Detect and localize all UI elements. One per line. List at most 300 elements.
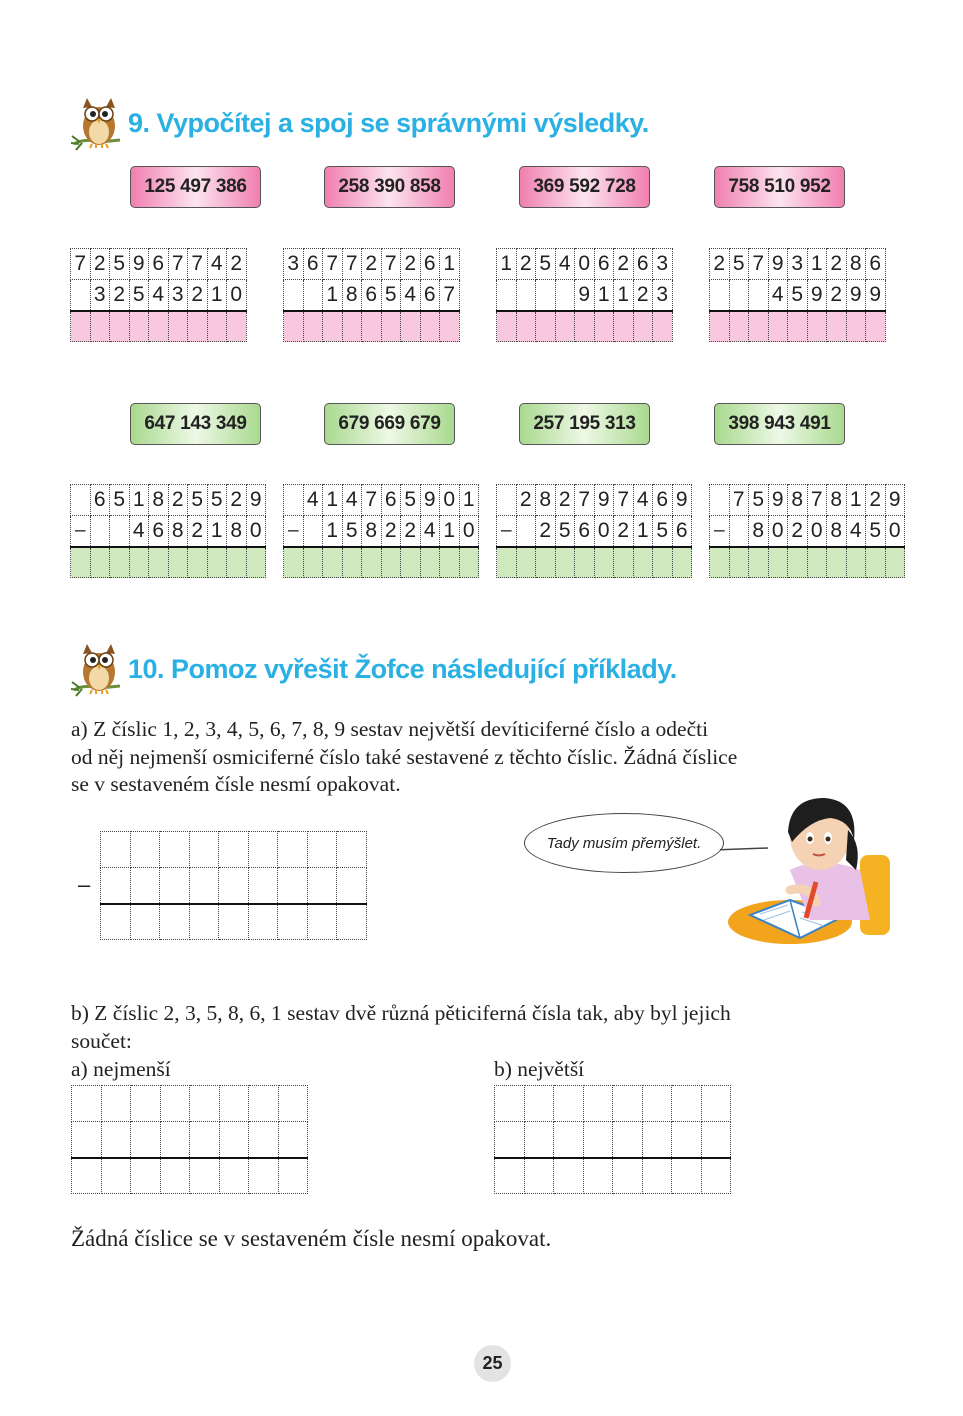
digit-cell: 2 — [188, 516, 208, 547]
digit-cell: 4 — [129, 516, 149, 547]
digit-cell: 1 — [207, 280, 227, 311]
digit-cell[interactable] — [71, 311, 91, 342]
digit-cell[interactable] — [807, 547, 827, 578]
page-number: 25 — [474, 1345, 511, 1382]
digit-cell[interactable] — [219, 832, 249, 868]
digit-cell[interactable] — [278, 868, 308, 904]
digit-cell: 8 — [827, 516, 847, 547]
digit-cell[interactable] — [554, 1086, 584, 1122]
digit-cell[interactable] — [524, 1086, 554, 1122]
digit-cell: 9 — [807, 280, 827, 311]
digit-cell: 7 — [323, 249, 343, 280]
smallest-label: a) nejmenší — [71, 1057, 171, 1081]
digit-cell[interactable] — [249, 1086, 279, 1122]
digit-cell[interactable] — [672, 1086, 702, 1122]
subtraction-problem-2 — [283, 484, 479, 578]
digit-cell[interactable] — [497, 311, 517, 342]
digit-cell[interactable] — [284, 280, 304, 311]
digit-cell: 0 — [575, 249, 595, 280]
digit-cell[interactable] — [729, 547, 749, 578]
digit-cell: 7 — [807, 485, 827, 516]
digit-cell: 4 — [768, 280, 788, 311]
digit-cell: 5 — [866, 516, 886, 547]
digit-cell[interactable] — [248, 868, 278, 904]
digit-cell[interactable] — [101, 1122, 131, 1158]
answer-box[interactable]: 369 592 728 — [519, 166, 650, 208]
digit-cell[interactable] — [554, 1122, 584, 1158]
digit-cell[interactable] — [614, 311, 634, 342]
digit-cell[interactable] — [554, 1158, 584, 1194]
digit-cell[interactable] — [885, 547, 905, 578]
digit-cell[interactable] — [536, 280, 556, 311]
digit-cell[interactable] — [459, 547, 479, 578]
digit-cell[interactable] — [749, 280, 769, 311]
digit-cell: 6 — [149, 249, 169, 280]
digit-cell[interactable] — [866, 547, 886, 578]
digit-cell: 1 — [497, 249, 517, 280]
digit-cell[interactable] — [131, 1158, 161, 1194]
digit-cell[interactable] — [71, 280, 91, 311]
digit-cell[interactable] — [381, 547, 401, 578]
digit-cell[interactable] — [160, 832, 190, 868]
digit-cell[interactable] — [110, 311, 130, 342]
digit-cell: 4 — [420, 516, 440, 547]
digit-cell[interactable] — [337, 904, 367, 940]
digit-cell: 1 — [207, 516, 227, 547]
digit-cell[interactable] — [71, 547, 91, 578]
digit-cell: 8 — [362, 516, 382, 547]
digit-cell[interactable] — [710, 280, 730, 311]
digit-cell[interactable] — [516, 280, 536, 311]
digit-cell: 6 — [866, 249, 886, 280]
digit-cell: 2 — [536, 516, 556, 547]
digit-cell[interactable] — [219, 1122, 249, 1158]
digit-cell: 8 — [749, 516, 769, 547]
digit-cell: 5 — [749, 485, 769, 516]
digit-cell[interactable] — [110, 516, 130, 547]
digit-cell[interactable] — [190, 1086, 220, 1122]
digit-cell[interactable] — [307, 832, 337, 868]
digit-cell: 2 — [516, 249, 536, 280]
digit-cell[interactable] — [160, 1086, 190, 1122]
digit-cell: 7 — [440, 280, 460, 311]
digit-cell: 5 — [788, 280, 808, 311]
digit-cell: 2 — [614, 516, 634, 547]
answer-box[interactable]: 647 143 349 — [130, 403, 261, 445]
digit-cell[interactable] — [219, 904, 249, 940]
subtraction-problem-3 — [496, 484, 692, 578]
digit-cell[interactable] — [555, 280, 575, 311]
digit-cell[interactable] — [613, 1122, 643, 1158]
digit-cell[interactable] — [284, 311, 304, 342]
digit-cell[interactable] — [749, 311, 769, 342]
result-row[interactable] — [71, 547, 266, 578]
digit-cell[interactable] — [516, 547, 536, 578]
digit-cell: 1 — [459, 485, 479, 516]
answer-box[interactable]: 398 943 491 — [714, 403, 845, 445]
digit-cell[interactable] — [307, 904, 337, 940]
digit-cell[interactable] — [613, 1158, 643, 1194]
digit-cell: 4 — [149, 280, 169, 311]
digit-cell: 8 — [846, 249, 866, 280]
digit-cell[interactable] — [701, 1122, 731, 1158]
smallest-sum-grid[interactable] — [71, 1085, 308, 1194]
digit-cell[interactable] — [342, 547, 362, 578]
digit-cell: 4 — [633, 485, 653, 516]
digit-cell[interactable] — [729, 311, 749, 342]
digit-cell[interactable] — [583, 1086, 613, 1122]
digit-cell[interactable] — [342, 311, 362, 342]
digit-cell: 2 — [710, 249, 730, 280]
digit-cell: 2 — [866, 485, 886, 516]
digit-cell[interactable] — [168, 547, 188, 578]
digit-cell[interactable] — [653, 311, 673, 342]
digit-cell[interactable] — [440, 311, 460, 342]
digit-cell[interactable] — [190, 1122, 220, 1158]
exercise9-title: 9. Vypočítej a spoj se správnými výsledky. — [128, 107, 649, 138]
digit-cell[interactable] — [768, 311, 788, 342]
digit-cell[interactable] — [516, 311, 536, 342]
digit-cell[interactable] — [729, 516, 749, 547]
digit-cell[interactable] — [149, 311, 169, 342]
digit-cell: 6 — [653, 485, 673, 516]
digit-cell[interactable] — [440, 547, 460, 578]
digit-cell: 3 — [653, 249, 673, 280]
digit-cell[interactable] — [807, 311, 827, 342]
digit-cell: 7 — [614, 485, 634, 516]
digit-cell: 5 — [342, 516, 362, 547]
digit-cell[interactable] — [633, 311, 653, 342]
digit-cell[interactable] — [614, 547, 634, 578]
digit-cell: 0 — [807, 516, 827, 547]
digit-cell: 7 — [749, 249, 769, 280]
digit-cell[interactable] — [249, 1158, 279, 1194]
digit-cell: 1 — [594, 280, 614, 311]
digit-cell[interactable] — [846, 311, 866, 342]
digit-cell[interactable] — [90, 311, 110, 342]
result-row[interactable] — [284, 311, 460, 342]
digit-cell[interactable] — [284, 547, 304, 578]
digit-cell[interactable] — [160, 904, 190, 940]
digit-cell: 2 — [110, 280, 130, 311]
task-a-work-grid[interactable] — [100, 831, 367, 940]
digit-cell: 5 — [729, 249, 749, 280]
digit-cell: 1 — [323, 485, 343, 516]
digit-cell: 7 — [575, 485, 595, 516]
digit-cell: 9 — [768, 249, 788, 280]
digit-cell[interactable] — [130, 832, 160, 868]
answer-box[interactable]: 758 510 952 — [714, 166, 845, 208]
result-row[interactable] — [710, 547, 905, 578]
digit-cell[interactable] — [788, 311, 808, 342]
digit-cell[interactable] — [188, 547, 208, 578]
digit-cell: 4 — [207, 249, 227, 280]
digit-cell[interactable] — [749, 547, 769, 578]
digit-cell[interactable] — [101, 832, 131, 868]
digit-cell[interactable] — [248, 904, 278, 940]
minus-sign: – — [78, 872, 91, 897]
digit-cell[interactable] — [130, 868, 160, 904]
digit-cell[interactable] — [555, 311, 575, 342]
digit-cell: 6 — [672, 516, 692, 547]
note-text: Žádná číslice se v sestaveném čísle nesmí opakovat. — [71, 1226, 552, 1251]
digit-cell: 5 — [381, 280, 401, 311]
digit-cell[interactable] — [701, 1158, 731, 1194]
digit-cell[interactable] — [497, 485, 517, 516]
digit-cell[interactable] — [642, 1158, 672, 1194]
digit-cell[interactable] — [72, 1086, 102, 1122]
result-row[interactable] — [497, 547, 692, 578]
digit-cell: 3 — [284, 249, 304, 280]
digit-cell[interactable] — [866, 311, 886, 342]
digit-cell: 9 — [885, 485, 905, 516]
digit-cell[interactable] — [495, 1122, 525, 1158]
digit-cell[interactable] — [219, 1086, 249, 1122]
digit-cell[interactable] — [497, 280, 517, 311]
answer-box[interactable]: 257 195 313 — [519, 403, 650, 445]
digit-cell[interactable] — [90, 547, 110, 578]
digit-cell[interactable] — [227, 547, 247, 578]
digit-cell[interactable] — [131, 1122, 161, 1158]
largest-label: b) největší — [494, 1057, 585, 1081]
digit-cell[interactable] — [536, 547, 556, 578]
digit-cell[interactable] — [278, 832, 308, 868]
digit-cell: 3 — [168, 280, 188, 311]
addition-problem-2 — [283, 248, 460, 342]
digit-cell: 4 — [555, 249, 575, 280]
addition-problem-4 — [709, 248, 886, 342]
digit-cell[interactable] — [303, 547, 323, 578]
digit-cell: 6 — [575, 516, 595, 547]
digit-cell[interactable] — [337, 832, 367, 868]
digit-cell[interactable] — [110, 547, 130, 578]
digit-cell[interactable] — [401, 311, 421, 342]
digit-cell[interactable] — [278, 1122, 308, 1158]
digit-cell[interactable] — [381, 311, 401, 342]
digit-cell[interactable] — [72, 1122, 102, 1158]
result-row[interactable] — [710, 311, 886, 342]
answer-box[interactable]: 258 390 858 — [324, 166, 455, 208]
task-a-text: a) Z číslic 1, 2, 3, 4, 5, 6, 7, 8, 9 sestav největší devíticiferné číslo a odečti od něj nejmenší osmiciferné číslo také sestavené z těchto číslic. Žádná číslice se v sestaveném čísle nesmí opakovat. — [71, 717, 738, 796]
digit-cell[interactable] — [337, 868, 367, 904]
digit-cell: 1 — [846, 485, 866, 516]
digit-cell[interactable] — [710, 311, 730, 342]
digit-cell[interactable] — [189, 868, 219, 904]
digit-cell[interactable] — [101, 1158, 131, 1194]
digit-cell[interactable] — [536, 311, 556, 342]
digit-cell[interactable] — [248, 832, 278, 868]
digit-cell[interactable] — [575, 311, 595, 342]
digit-cell: 1 — [614, 280, 634, 311]
digit-cell[interactable] — [401, 547, 421, 578]
digit-cell[interactable] — [303, 280, 323, 311]
digit-cell[interactable] — [278, 1158, 308, 1194]
addition-problem-1 — [70, 248, 247, 342]
digit-cell[interactable] — [594, 311, 614, 342]
digit-cell[interactable] — [188, 311, 208, 342]
digit-cell[interactable] — [246, 547, 266, 578]
digit-cell[interactable] — [71, 485, 91, 516]
digit-cell: 5 — [401, 485, 421, 516]
digit-cell: 6 — [633, 249, 653, 280]
minus-sign: – — [710, 516, 730, 547]
digit-cell[interactable] — [362, 311, 382, 342]
digit-cell: 2 — [788, 516, 808, 547]
digit-cell: 1 — [633, 516, 653, 547]
digit-cell[interactable] — [129, 547, 149, 578]
owl-icon — [70, 92, 124, 154]
digit-cell: 6 — [303, 249, 323, 280]
digit-cell[interactable] — [189, 832, 219, 868]
digit-cell[interactable] — [642, 1086, 672, 1122]
digit-cell[interactable] — [524, 1158, 554, 1194]
digit-cell[interactable] — [323, 311, 343, 342]
digit-cell[interactable] — [207, 311, 227, 342]
digit-cell[interactable] — [555, 547, 575, 578]
minus-sign: – — [284, 516, 304, 547]
subtraction-problem-4 — [709, 484, 905, 578]
digit-cell[interactable] — [846, 547, 866, 578]
exercise10-heading — [70, 638, 677, 700]
digit-cell: 3 — [788, 249, 808, 280]
owl-icon — [70, 638, 124, 700]
digit-cell[interactable] — [613, 1086, 643, 1122]
digit-cell: 7 — [71, 249, 91, 280]
digit-cell[interactable] — [190, 1158, 220, 1194]
digit-cell: 9 — [420, 485, 440, 516]
digit-cell[interactable] — [524, 1122, 554, 1158]
digit-cell: 2 — [227, 249, 247, 280]
largest-sum-grid[interactable] — [494, 1085, 731, 1194]
digit-cell[interactable] — [160, 1122, 190, 1158]
digit-cell[interactable] — [729, 280, 749, 311]
digit-cell[interactable] — [219, 1158, 249, 1194]
digit-cell[interactable] — [788, 547, 808, 578]
digit-cell: 7 — [168, 249, 188, 280]
digit-cell: 1 — [807, 249, 827, 280]
digit-cell[interactable] — [168, 311, 188, 342]
digit-cell: 7 — [729, 485, 749, 516]
digit-cell: 2 — [827, 280, 847, 311]
digit-cell[interactable] — [323, 547, 343, 578]
digit-cell: 6 — [420, 249, 440, 280]
digit-cell[interactable] — [642, 1122, 672, 1158]
digit-cell[interactable] — [278, 1086, 308, 1122]
result-row[interactable] — [71, 311, 247, 342]
digit-cell: 9 — [129, 249, 149, 280]
digit-cell: 5 — [129, 280, 149, 311]
digit-cell: 4 — [401, 280, 421, 311]
digit-cell[interactable] — [583, 1122, 613, 1158]
digit-cell: 7 — [188, 249, 208, 280]
digit-cell[interactable] — [101, 1086, 131, 1122]
digit-cell[interactable] — [672, 1158, 702, 1194]
digit-cell[interactable] — [130, 904, 160, 940]
digit-cell: 6 — [420, 280, 440, 311]
digit-cell[interactable] — [249, 1122, 279, 1158]
digit-cell: 3 — [90, 280, 110, 311]
digit-cell[interactable] — [701, 1086, 731, 1122]
digit-cell[interactable] — [303, 516, 323, 547]
digit-cell: 2 — [516, 485, 536, 516]
digit-cell[interactable] — [303, 311, 323, 342]
digit-cell: 8 — [827, 485, 847, 516]
digit-cell[interactable] — [420, 547, 440, 578]
digit-cell: 2 — [188, 280, 208, 311]
digit-cell: 2 — [227, 485, 247, 516]
digit-cell[interactable] — [101, 868, 131, 904]
digit-cell[interactable] — [307, 868, 337, 904]
digit-cell: 0 — [227, 280, 247, 311]
answer-box[interactable]: 679 669 679 — [324, 403, 455, 445]
digit-cell[interactable] — [160, 868, 190, 904]
digit-cell[interactable] — [149, 547, 169, 578]
digit-cell[interactable] — [90, 516, 110, 547]
digit-cell[interactable] — [189, 904, 219, 940]
digit-cell[interactable] — [575, 547, 595, 578]
result-row[interactable] — [284, 547, 479, 578]
digit-cell: 2 — [633, 280, 653, 311]
digit-cell[interactable] — [129, 311, 149, 342]
digit-cell: 6 — [90, 485, 110, 516]
digit-cell: 9 — [594, 485, 614, 516]
digit-cell[interactable] — [653, 547, 673, 578]
digit-cell[interactable] — [583, 1158, 613, 1194]
digit-cell: 7 — [362, 485, 382, 516]
digit-cell[interactable] — [710, 547, 730, 578]
digit-cell[interactable] — [420, 311, 440, 342]
digit-cell: 2 — [362, 249, 382, 280]
digit-cell[interactable] — [633, 547, 653, 578]
digit-cell[interactable] — [594, 547, 614, 578]
digit-cell[interactable] — [207, 547, 227, 578]
speech-bubble: Tady musím přemýšlet. — [524, 813, 724, 873]
digit-cell[interactable] — [495, 1158, 525, 1194]
digit-cell[interactable] — [284, 485, 304, 516]
digit-cell[interactable] — [278, 904, 308, 940]
digit-cell: 9 — [846, 280, 866, 311]
result-row[interactable] — [497, 311, 673, 342]
digit-cell[interactable] — [101, 904, 131, 940]
digit-cell[interactable] — [516, 516, 536, 547]
digit-cell: 2 — [614, 249, 634, 280]
subtraction-problem-1 — [70, 484, 266, 578]
digit-cell[interactable] — [72, 1158, 102, 1194]
digit-cell[interactable] — [131, 1086, 161, 1122]
digit-cell[interactable] — [160, 1158, 190, 1194]
digit-cell[interactable] — [672, 1122, 702, 1158]
digit-cell: 9 — [672, 485, 692, 516]
digit-cell[interactable] — [362, 547, 382, 578]
digit-cell[interactable] — [495, 1086, 525, 1122]
digit-cell: 0 — [594, 516, 614, 547]
digit-cell[interactable] — [827, 547, 847, 578]
digit-cell[interactable] — [227, 311, 247, 342]
digit-cell[interactable] — [497, 547, 517, 578]
digit-cell: 2 — [827, 249, 847, 280]
digit-cell[interactable] — [827, 311, 847, 342]
digit-cell[interactable] — [768, 547, 788, 578]
digit-cell[interactable] — [219, 868, 249, 904]
digit-cell[interactable] — [672, 547, 692, 578]
digit-cell[interactable] — [710, 485, 730, 516]
digit-cell: 1 — [440, 516, 460, 547]
digit-cell: 6 — [381, 485, 401, 516]
answer-box[interactable]: 125 497 386 — [130, 166, 261, 208]
exercise10-title: 10. Pomoz vyřešit Žofce následující příklady. — [128, 653, 677, 684]
digit-cell: 5 — [110, 485, 130, 516]
addition-problem-3 — [496, 248, 673, 342]
